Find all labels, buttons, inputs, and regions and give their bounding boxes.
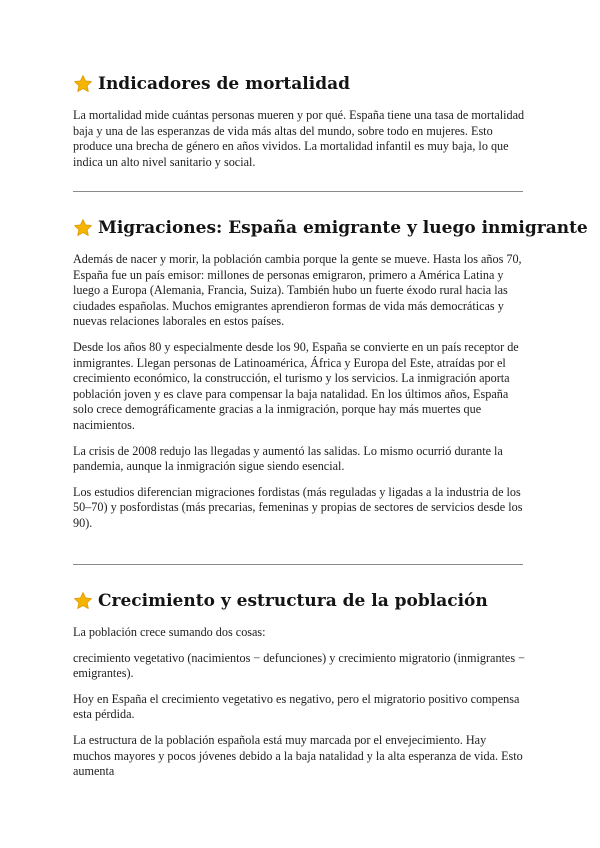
section-migrations <box>73 217 588 532</box>
paragraph: Desde los años 80 y especialmente desde los 90, España se convierte en un país receptor de inmigrantes. Llegan personas de Latinoamérica, África y Europa del Este, atraídas por el crecimiento económico, la construcción, el turismo y los servicios. La inmigración aporta población joven y es clave para compensar la baja natalidad. En los últimos años, España solo crece demográficamente gracias a la inmigración, porque hay más muertes que nacimientos. <box>73 339 519 432</box>
section-mortality <box>73 73 525 170</box>
section-divider <box>73 191 523 192</box>
paragraph: La mortalidad mide cuántas personas mueren y por qué. España tiene una tasa de mortalidad baja y una de las esperanzas de vida más altas del mundo, sobre todo en mujeres. Esto produce una brecha de género en años vividos. La mortalidad infantil es muy baja, lo que indica un alto nivel sanitario y social. <box>73 108 525 169</box>
section-divider <box>73 564 523 565</box>
star-icon <box>73 591 93 611</box>
paragraph: crecimiento vegetativo (nacimientos − defunciones) y crecimiento migratorio (inmigrantes − emigrantes). <box>73 650 526 681</box>
section-title: Migraciones: España emigrante y luego inmigrante <box>98 218 588 238</box>
paragraph: La población crece sumando dos cosas: <box>73 625 266 639</box>
paragraph: La estructura de la población española está muy marcada por el envejecimiento. Hay muchos mayores y pocos jóvenes debido a la baja natalidad y la alta esperanza de vida. Esto aumenta <box>73 732 523 779</box>
star-icon <box>73 218 93 238</box>
section-growth <box>73 590 525 780</box>
paragraph: Además de nacer y morir, la población cambia porque la gente se mueve. Hasta los años 70, España fue un país emisor: millones de personas emigraron, primero a América Latina y luego a Europa (Alemania, Francia, Suiza). También hubo un fuerte éxodo rural hacia las ciudades españolas. Muchos emigrantes aprendieron formas de vida más democráticas y nuevas relaciones laborales en estos países. <box>73 252 522 329</box>
section-title: Indicadores de mortalidad <box>98 74 350 94</box>
section-heading <box>73 73 525 95</box>
paragraph: Hoy en España el crecimiento vegetativo es negativo, pero el migratorio positivo compensa esta pérdida. <box>73 691 520 722</box>
paragraph: La crisis de 2008 redujo las llegadas y aumentó las salidas. Lo mismo ocurrió durante la pandemia, aunque la inmigración sigue siendo esencial. <box>73 443 503 474</box>
star-icon <box>73 74 93 94</box>
paragraph: Los estudios diferencian migraciones fordistas (más reguladas y ligadas a la industria de los 50–70) y posfordistas (más precarias, femeninas y propias de sectores de servicios desde los 90). <box>73 484 523 530</box>
section-title: Crecimiento y estructura de la población <box>98 591 488 611</box>
section-heading <box>73 590 525 612</box>
section-heading <box>73 217 588 239</box>
